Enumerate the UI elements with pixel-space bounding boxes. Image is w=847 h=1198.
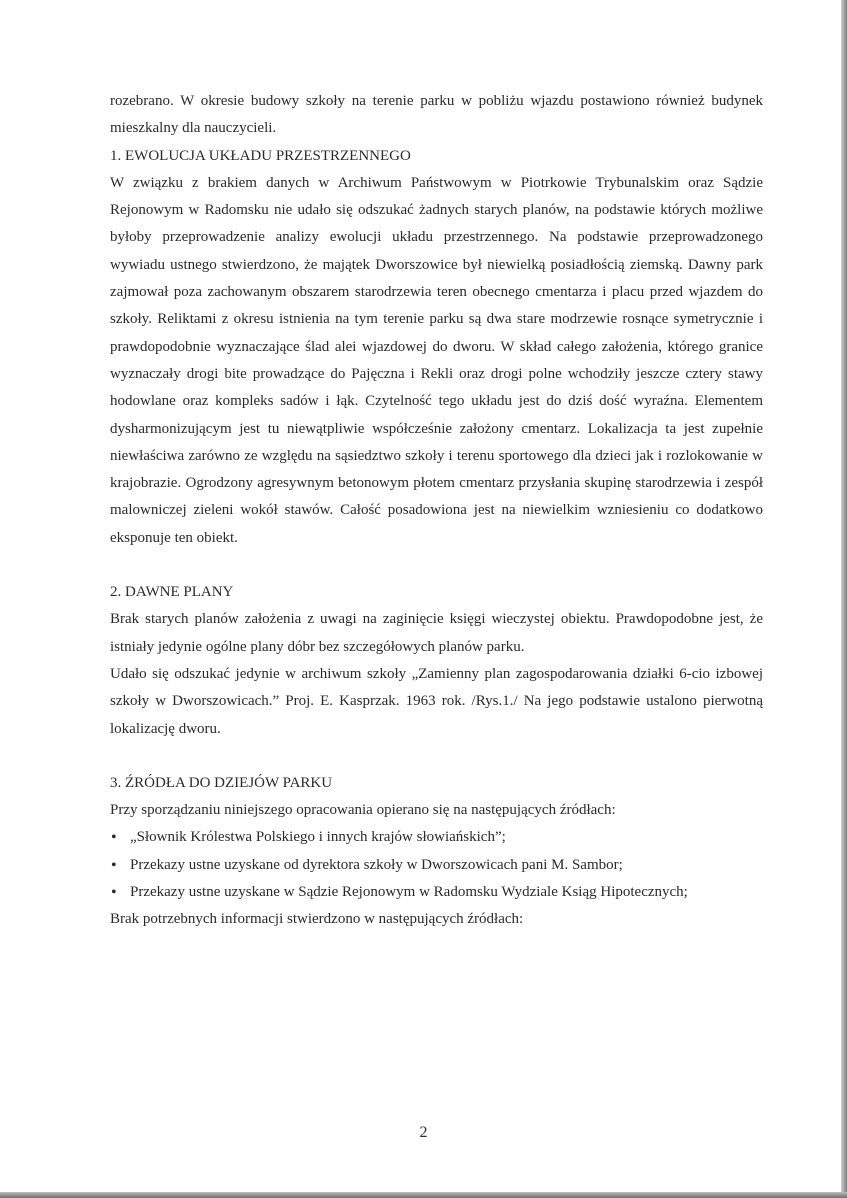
section-gap: [110, 552, 763, 579]
section-2-paragraph-2: Udało się odszukać jedynie w archiwum szkoły „Zamienny plan zagospodarowania działki 6-cio izbowej szkoły w Dworszowicach.” Proj. E. Kasprzak. 1963 rok. /Rys.1./ Na jego podstawie ustalono pierwotną lokalizację dworu.: [110, 665, 763, 737]
section-3: [110, 770, 763, 934]
section-3-heading: 3. ŹRÓDŁA DO DZIEJÓW PARKU: [110, 774, 333, 791]
bullet-icon: •: [111, 856, 117, 874]
list-item: [110, 879, 763, 906]
bullet-icon: •: [111, 884, 117, 902]
intro-paragraph: rozebrano. W okresie budowy szkoły na terenie parku w pobliżu wjazdu postawiono również budynek mieszkalny dla nauczycieli.: [110, 93, 763, 137]
section-2: [110, 579, 763, 743]
section-3-outro: Brak potrzebnych informacji stwierdzono w następujących źródłach:: [110, 911, 524, 928]
list-item: [110, 824, 763, 851]
section-2-paragraph-1: Brak starych planów założenia z uwagi na zaginięcie księgi wieczystej obiektu. Prawdopodobne jest, że istniały jedynie ogólne plany dóbr bez szczegółowych planów parku.: [110, 611, 763, 655]
list-item-text: „Słownik Królestwa Polskiego i innych krajów słowiańskich”;: [130, 829, 506, 846]
page-number: 2: [419, 1124, 428, 1141]
section-1-heading: 1. EWOLUCJA UKŁADU PRZESTRZENNEGO: [110, 147, 411, 164]
section-1: [110, 143, 763, 552]
page-bottom-edge-shadow: [0, 1192, 847, 1198]
list-item-text: Przekazy ustne uzyskane w Sądzie Rejonowym w Radomsku Wydziale Ksiąg Hipotecznych;: [130, 884, 688, 901]
section-2-heading: 2. DAWNE PLANY: [110, 584, 234, 601]
section-3-intro: Przy sporządzaniu niniejszego opracowania opierano się na następujących źródłach:: [110, 802, 616, 819]
bullet-icon: •: [111, 829, 117, 847]
sources-list: [110, 824, 763, 906]
section-1-paragraph: W związku z brakiem danych w Archiwum Państwowym w Piotrkowie Trybunalskim oraz Sądzie Rejonowym w Radomsku nie udało się odszukać żadnych starych planów, na podstawie których możliwe byłoby przeprowadzenie analizy ewolucji układu przestrzennego. Na podstawie przeprowadzonego wywiadu ustnego stwierdzono, że majątek Dworszowice był niewielką posiadłością ziemską. Dawny park zajmował poza zachowanym obszarem starodrzewia teren obecnego cmentarza i placu przed wjazdem do szkoły. Reliktami z okresu istnienia na tym terenie parku są dwa stare modrzewie rosnące symetrycznie i prawdopodobnie wyznaczające ślad alei wjazdowej do dworu. W skład całego założenia, którego granice wyznaczały drogi bite prowadzące do Pajęczna i Rekli oraz drogi polne wchodziły jeszcze cztery stawy hodowlane oraz kompleks sadów i łąk. Czytelność tego układu jest do dziś dość wyraźna. Elementem dysharmonizującym jest tu niewątpliwie współcześnie założony cmentarz. Lokalizacja ta jest zupełnie niewłaściwa zarówno ze względu na sąsiedztwo szkoły i terenu sportowego dla dzieci jak i rozlokowanie w krajobrazie. Ogrodzony agresywnym betonowym płotem cmentarz przysłania skupinę starodrzewia i zespół malowniczej zieleni wokół stawów. Całość posadowiona jest na niewielkim wzniesieniu co dodatkowo eksponuje ten obiekt.: [110, 174, 763, 546]
document-page: [110, 88, 763, 934]
section-gap: [110, 743, 763, 770]
page-right-edge-shadow: [841, 0, 847, 1198]
list-item: [110, 852, 763, 879]
list-item-text: Przekazy ustne uzyskane od dyrektora szkoły w Dworszowicach pani M. Sambor;: [130, 856, 623, 873]
